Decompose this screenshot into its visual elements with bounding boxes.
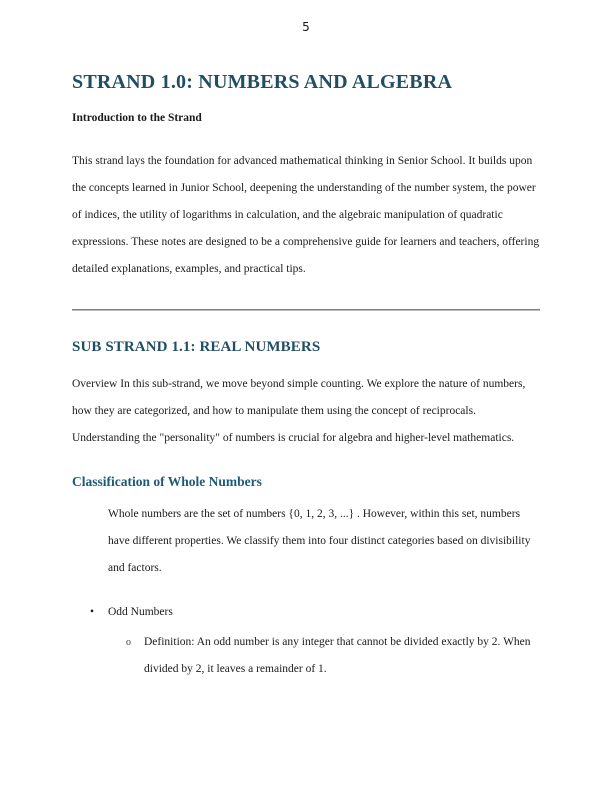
classification-heading: Classification of Whole Numbers	[72, 474, 262, 489]
bullet-icon: •	[90, 606, 95, 618]
intro-heading: Introduction to the Strand	[72, 112, 202, 124]
list-item-odd-definition	[72, 629, 540, 683]
strand-title: STRAND 1.0: NUMBERS AND ALGEBRA	[72, 71, 453, 93]
sub-bullet-icon: o	[126, 637, 131, 648]
list-item-definition: Definition: An odd number is any integer that cannot be divided exactly by 2. When divided by 2, it leaves a remainder of 1.	[144, 636, 531, 675]
intro-paragraph: This strand lays the foundation for advanced mathematical thinking in Senior School. It builds upon the concepts learned in Junior School, deepening the understanding of the number system, the power of indices, the utility of logarithms in calculation, and the algebraic manipulation of quadratic expressions. These notes are designed to be a comprehensive guide for learners and teachers, offering detailed explanations, examples, and practical tips.	[72, 155, 540, 275]
overview-paragraph: Overview In this sub-strand, we move beyond simple counting. We explore the nature of numbers, how they are categorized, and how to manipulate them using the concept of reciprocals. Understanding the "personality" of numbers is crucial for algebra and higher-level mathematics.	[72, 378, 526, 444]
list-item-odd-numbers	[72, 599, 540, 626]
list-item-label: Odd Numbers	[108, 606, 173, 618]
horizontal-rule	[72, 309, 540, 311]
classification-paragraph: Whole numbers are the set of numbers {0, 1, 2, 3, ...} . However, within this set, numbers have different properties. We classify them into four distinct categories based on divisibility and factors.	[108, 508, 531, 574]
page-number: 5	[302, 20, 310, 34]
sub-strand-heading: SUB STRAND 1.1: REAL NUMBERS	[72, 339, 321, 355]
page-content	[72, 0, 540, 683]
